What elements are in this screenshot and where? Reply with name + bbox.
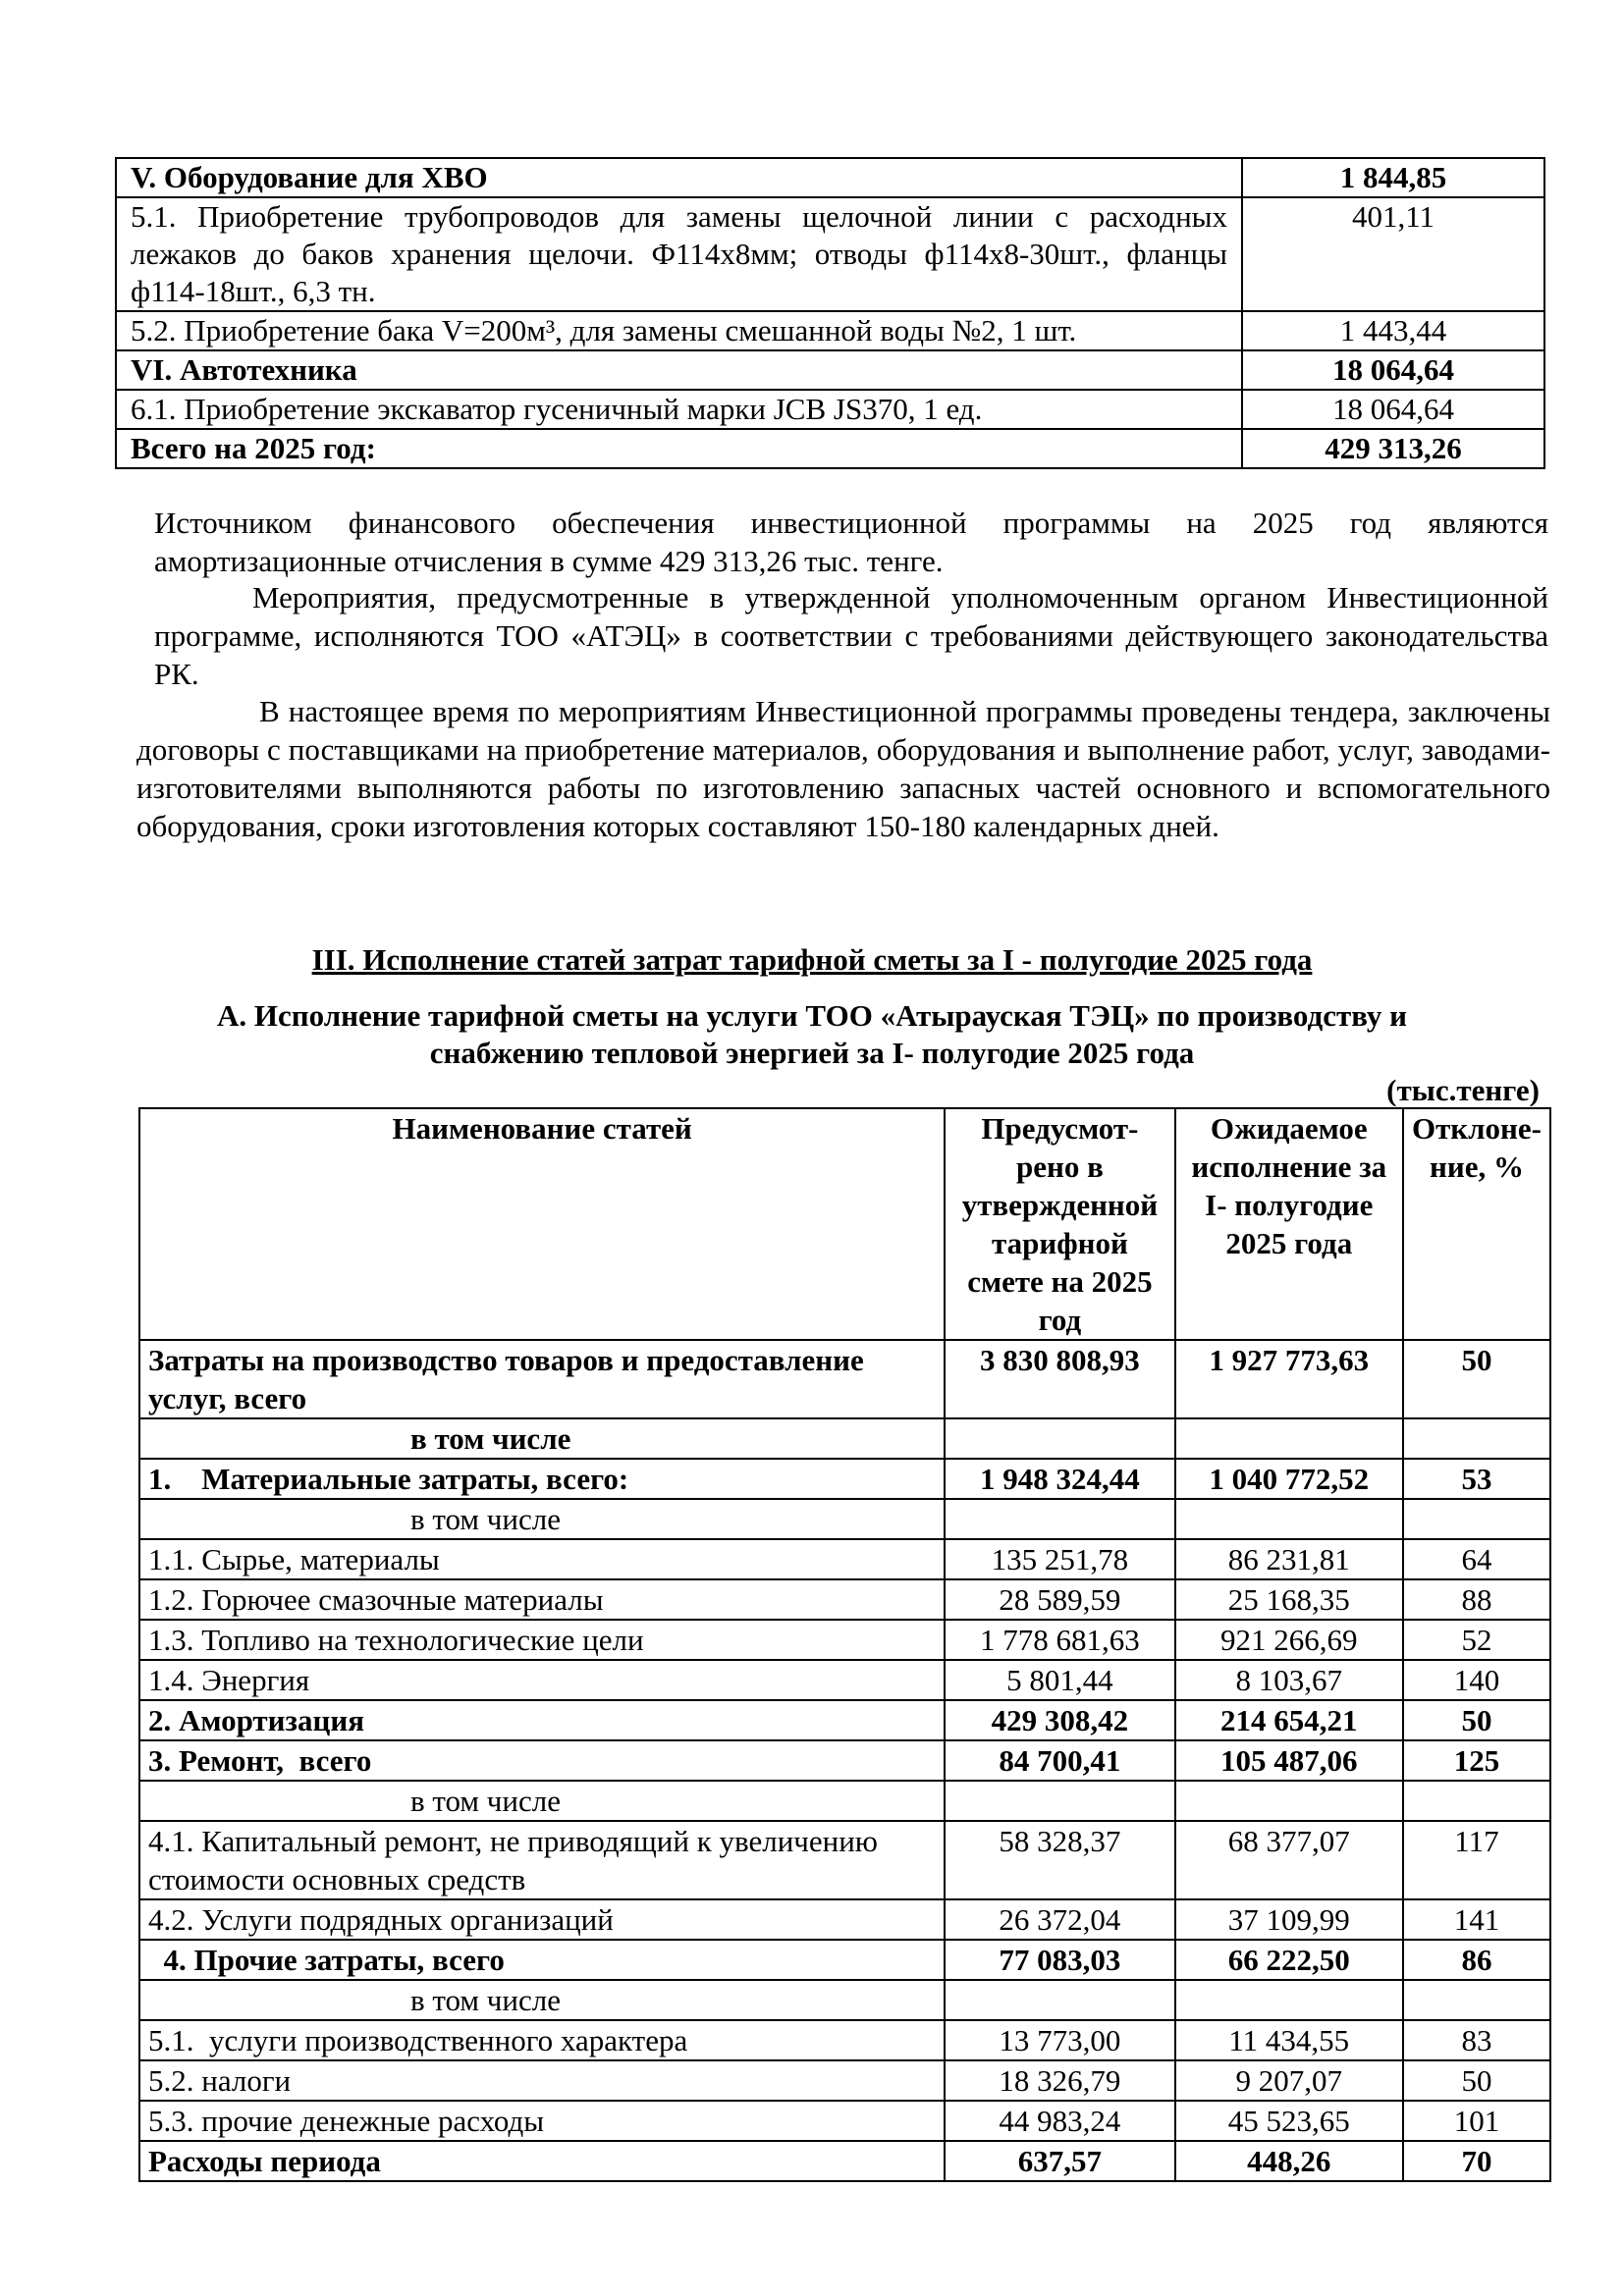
row-expected: 25 168,35 <box>1175 1579 1403 1620</box>
table-row <box>139 1899 1550 1940</box>
row-deviation: 83 <box>1403 2020 1550 2060</box>
row-plan <box>945 1499 1174 1539</box>
table-row <box>139 2060 1550 2101</box>
row-plan: 84 700,41 <box>945 1740 1174 1781</box>
section-title-text: III. Исполнение статей затрат тарифной сметы за I - полугодие 2025 года <box>311 942 1313 977</box>
row-name: 4.2. Услуги подрядных организаций <box>139 1899 945 1940</box>
row-expected: 1 927 773,63 <box>1175 1340 1403 1418</box>
row-deviation: 50 <box>1403 1340 1550 1418</box>
row-name: 5.3. прочие денежные расходы <box>139 2101 945 2141</box>
row-expected: 86 231,81 <box>1175 1539 1403 1579</box>
row-name: 1.4. Энергия <box>139 1660 945 1700</box>
paragraph-financing-source: Источником финансового обеспечения инвестиционной программы на 2025 год являются амортизационные отчисления в сумме 429 313,26 тыс. тенге. <box>154 506 1548 578</box>
header-name: Наименование статей <box>139 1108 945 1340</box>
row-name: 1.1. Сырье, материалы <box>139 1539 945 1579</box>
item-name: 5.1. Приобретение трубопроводов для замены щелочной линии с расходных лежаков до баков хранения щелочи. Ф114х8мм; отводы ф114х8-30шт., фланцы ф114-18шт., 6,3 тн. <box>116 197 1242 311</box>
row-plan: 135 251,78 <box>945 1539 1174 1579</box>
row-expected: 37 109,99 <box>1175 1899 1403 1940</box>
row-plan: 26 372,04 <box>945 1899 1174 1940</box>
row-plan: 13 773,00 <box>945 2020 1174 2060</box>
row-name: в том числе <box>139 1980 945 2020</box>
total-label: Всего на 2025 год: <box>116 429 1242 468</box>
table-row <box>116 311 1544 350</box>
row-deviation: 50 <box>1403 2060 1550 2101</box>
item-name: VI. Автотехника <box>116 350 1242 390</box>
row-name: 1. Материальные затраты, всего: <box>139 1459 945 1499</box>
row-plan <box>945 1980 1174 2020</box>
row-deviation: 117 <box>1403 1821 1550 1899</box>
equipment-table <box>115 157 1545 469</box>
row-expected: 45 523,65 <box>1175 2101 1403 2141</box>
header-deviation: Отклоне-ние, % <box>1403 1108 1550 1340</box>
row-plan: 637,57 <box>945 2141 1174 2181</box>
row-expected: 66 222,50 <box>1175 1940 1403 1980</box>
row-plan: 1 778 681,63 <box>945 1620 1174 1660</box>
header-expected: Ожидаемое исполнение за Ӏ- полугодие 2025 года <box>1175 1108 1403 1340</box>
table-row <box>139 2141 1550 2181</box>
row-deviation: 88 <box>1403 1579 1550 1620</box>
table-row <box>116 158 1544 197</box>
table-header-row <box>139 1108 1550 1340</box>
row-name: 4. Прочие затраты, всего <box>139 1940 945 1980</box>
item-value: 18 064,64 <box>1242 390 1544 429</box>
table-row <box>139 2020 1550 2060</box>
table-row <box>116 429 1544 468</box>
header-plan: Предусмот-рено в утвержденной тарифной смете на 2025 год <box>945 1108 1174 1340</box>
row-deviation: 50 <box>1403 1700 1550 1740</box>
row-name: Расходы периода <box>139 2141 945 2181</box>
row-plan <box>945 1781 1174 1821</box>
row-expected: 9 207,07 <box>1175 2060 1403 2101</box>
row-expected: 68 377,07 <box>1175 1821 1403 1899</box>
row-expected <box>1175 1418 1403 1459</box>
table-subtitle <box>0 997 1624 1072</box>
item-name: 5.2. Приобретение бака V=200м³, для замены смешанной воды №2, 1 шт. <box>116 311 1242 350</box>
row-deviation: 53 <box>1403 1459 1550 1499</box>
row-name: в том числе <box>139 1781 945 1821</box>
table-row <box>139 1980 1550 2020</box>
section-title <box>0 941 1624 979</box>
row-deviation: 52 <box>1403 1620 1550 1660</box>
table-row <box>139 2101 1550 2141</box>
row-name: 5.2. налоги <box>139 2060 945 2101</box>
table-row <box>139 1499 1550 1539</box>
subtitle-line-2: снабжению тепловой энергией за Ӏ- полугодие 2025 года <box>429 1036 1195 1070</box>
table-row <box>139 1459 1550 1499</box>
row-deviation: 86 <box>1403 1940 1550 1980</box>
row-name: Затраты на производство товаров и предоставление услуг, всего <box>139 1340 945 1418</box>
row-deviation <box>1403 1418 1550 1459</box>
row-expected: 448,26 <box>1175 2141 1403 2181</box>
row-deviation: 141 <box>1403 1899 1550 1940</box>
row-plan: 429 308,42 <box>945 1700 1174 1740</box>
row-deviation: 101 <box>1403 2101 1550 2141</box>
row-plan <box>945 1418 1174 1459</box>
table-row <box>139 1340 1550 1418</box>
item-name: 6.1. Приобретение экскаватор гусеничный марки JCB JS370, 1 ед. <box>116 390 1242 429</box>
tariff-estimate-table <box>138 1107 1551 2182</box>
row-name: 4.1. Капитальный ремонт, не приводящий к увеличению стоимости основных средств <box>139 1821 945 1899</box>
table-row <box>139 1539 1550 1579</box>
row-expected <box>1175 1781 1403 1821</box>
unit-label: (тыс.тенге) <box>1386 1073 1540 1107</box>
row-expected: 921 266,69 <box>1175 1620 1403 1660</box>
item-name: V. Оборудование для ХВО <box>116 158 1242 197</box>
row-plan: 3 830 808,93 <box>945 1340 1174 1418</box>
table-row <box>139 1620 1550 1660</box>
subtitle-line-1: А. Исполнение тарифной сметы на услуги ТОО «Атырауская ТЭЦ» по производству и <box>217 998 1407 1033</box>
item-value: 18 064,64 <box>1242 350 1544 390</box>
table-row <box>116 197 1544 311</box>
row-name: 1.2. Горючее смазочные материалы <box>139 1579 945 1620</box>
row-plan: 18 326,79 <box>945 2060 1174 2101</box>
table-row <box>139 1418 1550 1459</box>
row-deviation: 125 <box>1403 1740 1550 1781</box>
table-row <box>116 390 1544 429</box>
row-deviation: 70 <box>1403 2141 1550 2181</box>
row-name: 5.1. услуги производственного характера <box>139 2020 945 2060</box>
row-name: 2. Амортизация <box>139 1700 945 1740</box>
row-expected: 214 654,21 <box>1175 1700 1403 1740</box>
row-deviation <box>1403 1499 1550 1539</box>
row-plan: 28 589,59 <box>945 1579 1174 1620</box>
item-value: 401,11 <box>1242 197 1544 311</box>
row-deviation: 140 <box>1403 1660 1550 1700</box>
row-name: в том числе <box>139 1418 945 1459</box>
row-name: в том числе <box>139 1499 945 1539</box>
row-name: 1.3. Топливо на технологические цели <box>139 1620 945 1660</box>
row-expected <box>1175 1499 1403 1539</box>
table-row <box>116 350 1544 390</box>
table-row <box>139 1579 1550 1620</box>
table-row <box>139 1940 1550 1980</box>
row-expected: 11 434,55 <box>1175 2020 1403 2060</box>
total-value: 429 313,26 <box>1242 429 1544 468</box>
row-expected: 105 487,06 <box>1175 1740 1403 1781</box>
row-expected: 8 103,67 <box>1175 1660 1403 1700</box>
row-deviation: 64 <box>1403 1539 1550 1579</box>
row-deviation <box>1403 1980 1550 2020</box>
table-row <box>139 1660 1550 1700</box>
row-plan: 1 948 324,44 <box>945 1459 1174 1499</box>
row-plan: 5 801,44 <box>945 1660 1174 1700</box>
row-plan: 58 328,37 <box>945 1821 1174 1899</box>
row-plan: 44 983,24 <box>945 2101 1174 2141</box>
row-expected <box>1175 1980 1403 2020</box>
table-row <box>139 1700 1550 1740</box>
item-value: 1 844,85 <box>1242 158 1544 197</box>
table-row <box>139 1821 1550 1899</box>
paragraph-tenders: В настоящее время по мероприятиям Инвестиционной программы проведены тендера, заключены договоры с поставщиками на приобретение материалов, оборудования и выполнение работ, услуг, заводами-изготовителями выполняются работы по изготовлению запасных частей основного и вспомогательного оборудования, сроки изготовления которых составляют 150-180 календарных дней. <box>136 694 1550 843</box>
item-value: 1 443,44 <box>1242 311 1544 350</box>
row-deviation <box>1403 1781 1550 1821</box>
row-expected: 1 040 772,52 <box>1175 1459 1403 1499</box>
row-plan: 77 083,03 <box>945 1940 1174 1980</box>
table-row <box>139 1781 1550 1821</box>
table-row <box>139 1740 1550 1781</box>
row-name: 3. Ремонт, всего <box>139 1740 945 1781</box>
paragraph-measures: Мероприятия, предусмотренные в утвержденной уполномоченным органом Инвестиционной программе, исполняются ТОО «АТЭЦ» в соответствии с требованиями действующего законодательства РК. <box>154 580 1548 691</box>
